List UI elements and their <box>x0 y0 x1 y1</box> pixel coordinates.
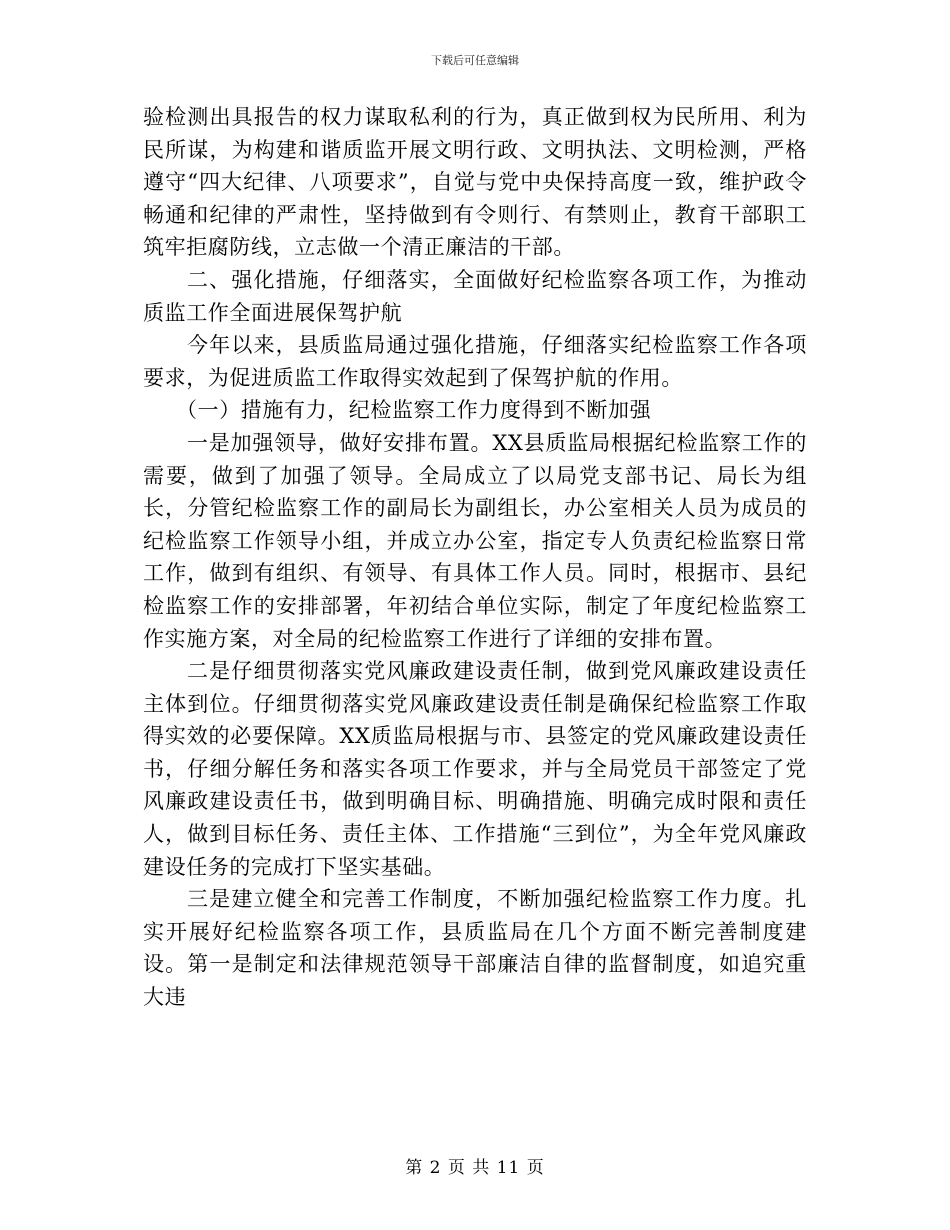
paragraph-7: 三是建立健全和完善工作制度，不断加强纪检监察工作力度。扎实开展好纪检监察各项工作，县质监局在几个方面不断完善制度建设。第一是制定和法律规范领导干部廉洁自律的监督制度，如追究重大违 <box>143 887 807 1010</box>
subsection-heading-1: （一）措施有力，纪检监察工作力度得到不断加强 <box>176 398 652 423</box>
page-number-footer: 第 2 页 共 11 页 <box>405 1158 545 1178</box>
document-body <box>143 101 807 1014</box>
paragraph-6: 二是仔细贯彻落实党风廉政建设责任制，做到党风廉政建设责任主体到位。仔细贯彻落实党风廉政建设责任制是确保纪检监察工作取得实效的必要保障。XX质监局根据与市、县签定的党风廉政建设责任书，仔细分解任务和落实各项工作要求，并与全局党员干部签定了党风廉政建设责任书，做到明确目标、明确措施、明确完成时限和责任人，做到目标任务、责任主体、工作措施“三到位”，为全年党风廉政建设任务的完成打下坚实基础。 <box>143 659 807 879</box>
paragraph-1: 验检测出具报告的权力谋取私利的行为，真正做到权为民所用、利为民所谋，为构建和谐质监开展文明行政、文明执法、文明检测，严格遵守“四大纪律、八项要求”，自觉与党中央保持高度一致，维护政令畅通和纪律的严肃性，坚持做到有令则行、有禁则止，教育干部职工筑牢拒腐防线，立志做一个清正廉洁的干部。 <box>143 105 807 260</box>
page-header: 下载后可任意编辑 <box>431 54 519 67</box>
paragraph-5: 一是加强领导，做好安排布置。XX县质监局根据纪检监察工作的需要，做到了加强了领导。全局成立了以局党支部书记、局长为组长，分管纪检监察工作的副局长为副组长，办公室相关人员为成员的纪检监察工作领导小组，并成立办公室，指定专人负责纪检监察日常工作，做到有组织、有领导、有具体工作人员。同时，根据市、县纪检监察工作的安排部署，年初结合单位实际，制定了年度纪检监察工作实施方案，对全局的纪检监察工作进行了详细的安排布置。 <box>143 430 807 651</box>
section-heading-2: 二、强化措施，仔细落实，全面做好纪检监察各项工作，为推动质监工作全面进展保驾护航 <box>143 267 807 325</box>
paragraph-3: 今年以来，县质监局通过强化措施，仔细落实纪检监察工作各项要求，为促进质监工作取得实效起到了保驾护航的作用。 <box>143 333 807 390</box>
